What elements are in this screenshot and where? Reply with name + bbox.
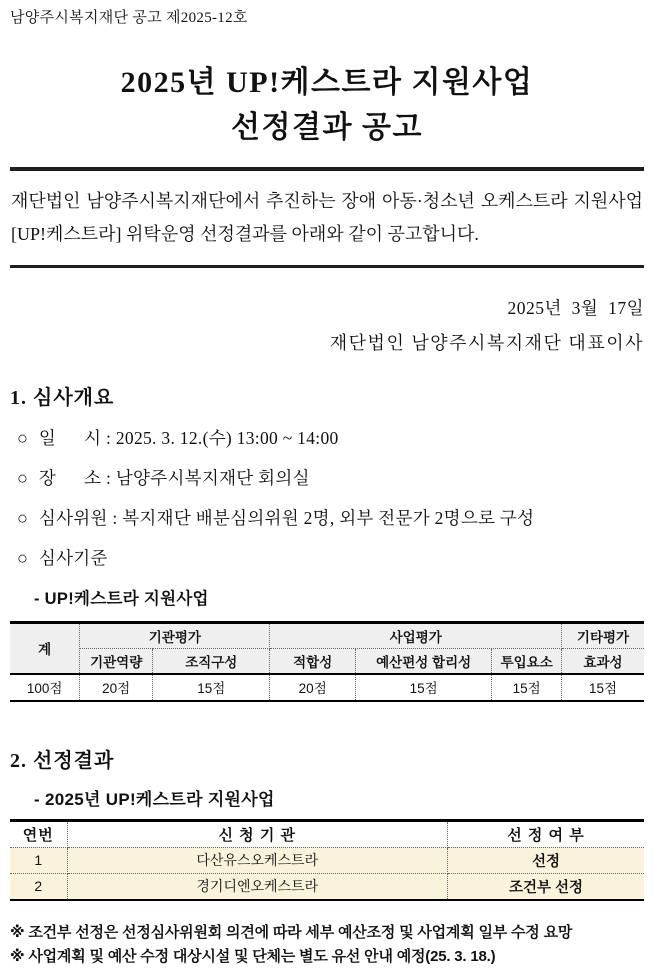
criteria-header-row-sub xyxy=(10,648,644,674)
criteria-header-row-groups xyxy=(10,622,644,648)
criteria-value: 15점 xyxy=(492,674,562,701)
circle-bullet-icon: ○ xyxy=(17,507,28,528)
review-item-text: 심사기준 xyxy=(38,547,108,568)
selection-row-org: 경기디엔오케스트라 xyxy=(67,873,447,900)
signer: 재단법인 남양주시복지재단 대표이사 xyxy=(329,332,644,353)
criteria-subheader: 예산편성 합리성 xyxy=(356,648,492,674)
selection-row-no: 1 xyxy=(10,847,67,873)
review-item-criteria xyxy=(17,538,644,578)
table-row xyxy=(10,847,644,873)
selection-row-no: 2 xyxy=(10,873,67,900)
selection-row-org: 다산유스오케스트라 xyxy=(67,847,447,873)
review-item-committee xyxy=(17,498,644,538)
table-row xyxy=(10,873,644,900)
selection-header-status: 선 정 여 부 xyxy=(447,820,644,847)
review-item-text: 심사위원 : 복지재단 배분심의위원 2명, 외부 전문가 2명으로 구성 xyxy=(38,507,535,528)
review-item-text: 장 소 : 남양주시복지재단 회의실 xyxy=(38,467,310,488)
criteria-subheader: 적합성 xyxy=(270,648,356,674)
intro-paragraph: 재단법인 남양주시복지재단에서 추진하는 장애 아동·청소년 오케스트라 지원사업 [UP!케스트라] 위탁운영 선정결과를 아래와 같이 공고합니다. xyxy=(11,191,643,245)
criteria-table xyxy=(10,621,644,702)
criteria-header-group-biz: 사업평가 xyxy=(270,622,562,648)
criteria-value: 100점 xyxy=(10,674,80,701)
review-items xyxy=(10,418,644,578)
footnotes xyxy=(10,921,644,970)
review-item-text: 일 시 : 2025. 3. 12.(수) 13:00 ~ 14:00 xyxy=(38,427,339,448)
selection-header-org: 신 청 기 관 xyxy=(67,820,447,847)
selection-row-status: 조건부 선정 xyxy=(447,873,644,900)
footnote-contact: ※ 사업계획 및 예산 수정 대상시설 및 단체는 별도 유선 안내 예정(25. 3. 18.) xyxy=(10,948,496,966)
criteria-value: 20점 xyxy=(80,674,153,701)
section-review-heading: 1. 심사개요 xyxy=(10,386,115,409)
selection-header-row xyxy=(10,820,644,847)
page-title xyxy=(10,60,644,150)
section-result-heading: 2. 선정결과 xyxy=(10,749,115,772)
selection-header-no: 연번 xyxy=(10,820,67,847)
announcement-date: 2025년 3월 17일 xyxy=(507,297,644,318)
selection-row-status: 선정 xyxy=(447,847,644,873)
criteria-subheader: 조직구성 xyxy=(153,648,270,674)
criteria-value: 15점 xyxy=(153,674,270,701)
criteria-value: 20점 xyxy=(270,674,356,701)
criteria-header-group-org: 기관평가 xyxy=(80,622,270,648)
circle-bullet-icon: ○ xyxy=(17,547,28,568)
criteria-values-row xyxy=(10,674,644,701)
criteria-subheader: 효과성 xyxy=(562,648,644,674)
page-title-line2: 선정결과 공고 xyxy=(231,111,423,144)
selection-table xyxy=(10,819,644,901)
horizontal-rule-bottom xyxy=(10,265,644,268)
review-item-datetime xyxy=(17,418,644,458)
criteria-header-total: 계 xyxy=(10,622,80,674)
circle-bullet-icon: ○ xyxy=(17,427,28,448)
criteria-subheading: - UP!케스트라 지원사업 xyxy=(34,589,209,608)
criteria-value: 15점 xyxy=(562,674,644,701)
criteria-subheader: 기관역량 xyxy=(80,648,153,674)
criteria-subheader: 투입요소 xyxy=(492,648,562,674)
criteria-value: 15점 xyxy=(356,674,492,701)
doc-number: 남양주시복지재단 공고 제2025-12호 xyxy=(10,10,248,26)
circle-bullet-icon: ○ xyxy=(17,467,28,488)
page-title-line1: 2025년 UP!케스트라 지원사업 xyxy=(120,66,534,99)
review-item-place xyxy=(17,458,644,498)
criteria-header-group-etc: 기타평가 xyxy=(562,622,644,648)
result-subheading: - 2025년 UP!케스트라 지원사업 xyxy=(34,789,275,809)
footnote-conditional: ※ 조건부 선정은 선정심사위원회 의견에 따라 세부 예산조정 및 사업계획 일부 수정 요망 xyxy=(10,923,573,941)
horizontal-rule-top xyxy=(10,167,644,171)
